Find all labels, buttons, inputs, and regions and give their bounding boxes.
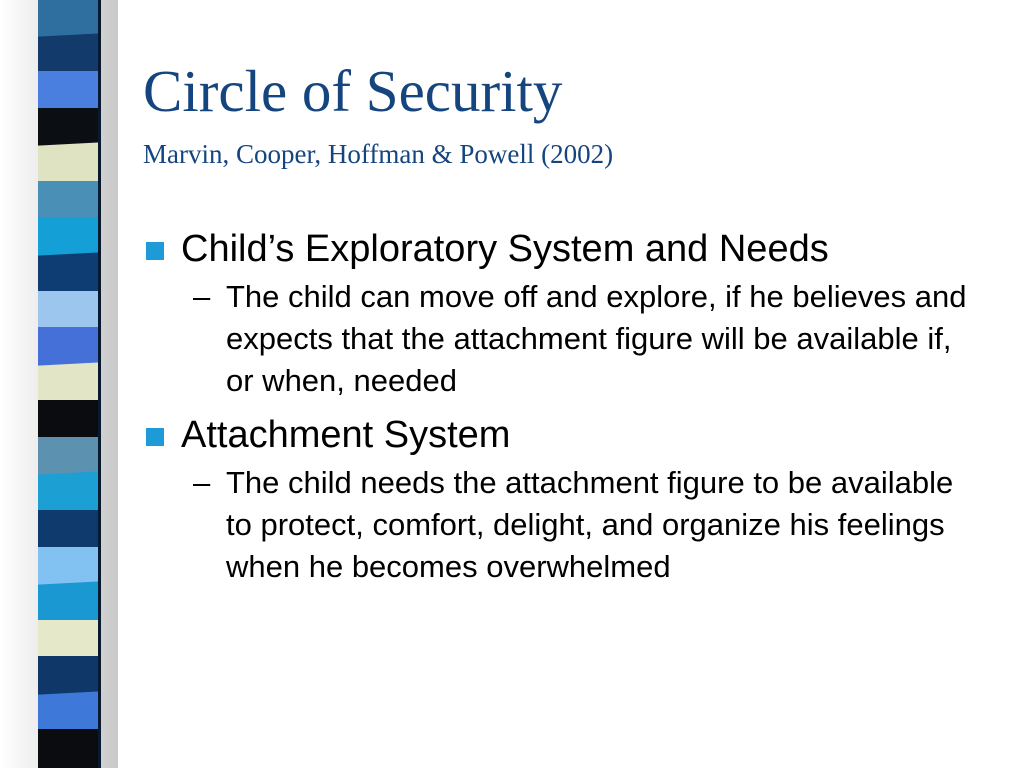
strip-segment: [38, 620, 100, 661]
strip-segment: [38, 327, 100, 368]
bullet-item: [143, 412, 1003, 458]
bullet-list: [143, 226, 1003, 598]
sub-bullet-text: The child can move off and explore, if he believes and expects that the attachment figure will be available if, or when, needed: [226, 279, 967, 398]
strip-segment: [38, 291, 100, 332]
strip-segment: [38, 400, 100, 441]
slide-title: Circle of Security: [143, 58, 563, 124]
strip-segment: [38, 181, 100, 222]
decorative-strip-edge: [98, 0, 101, 768]
strip-segment: [38, 729, 100, 768]
sub-bullet-item: [143, 276, 1003, 402]
bullet-item: [143, 226, 1003, 272]
bullet-text: Attachment System: [181, 414, 511, 456]
dash-marker: –: [193, 279, 211, 314]
decorative-strip: [38, 0, 100, 768]
dash-marker: –: [193, 465, 211, 500]
strip-segment: [38, 0, 100, 39]
sub-bullet-text: The child needs the attachment figure to be available to protect, comfort, delight, and organize his feelings when he becomes overwhelmed: [226, 465, 954, 584]
sub-bullet-item: [143, 462, 1003, 588]
strip-segment: [38, 656, 100, 697]
bullet-text: Child’s Exploratory System and Needs: [181, 228, 829, 270]
square-bullet-icon: [146, 428, 164, 446]
strip-segment: [38, 510, 100, 551]
slide-subtitle: Marvin, Cooper, Hoffman & Powell (2002): [143, 139, 614, 169]
square-bullet-icon: [146, 242, 164, 260]
strip-segment: [38, 71, 100, 112]
